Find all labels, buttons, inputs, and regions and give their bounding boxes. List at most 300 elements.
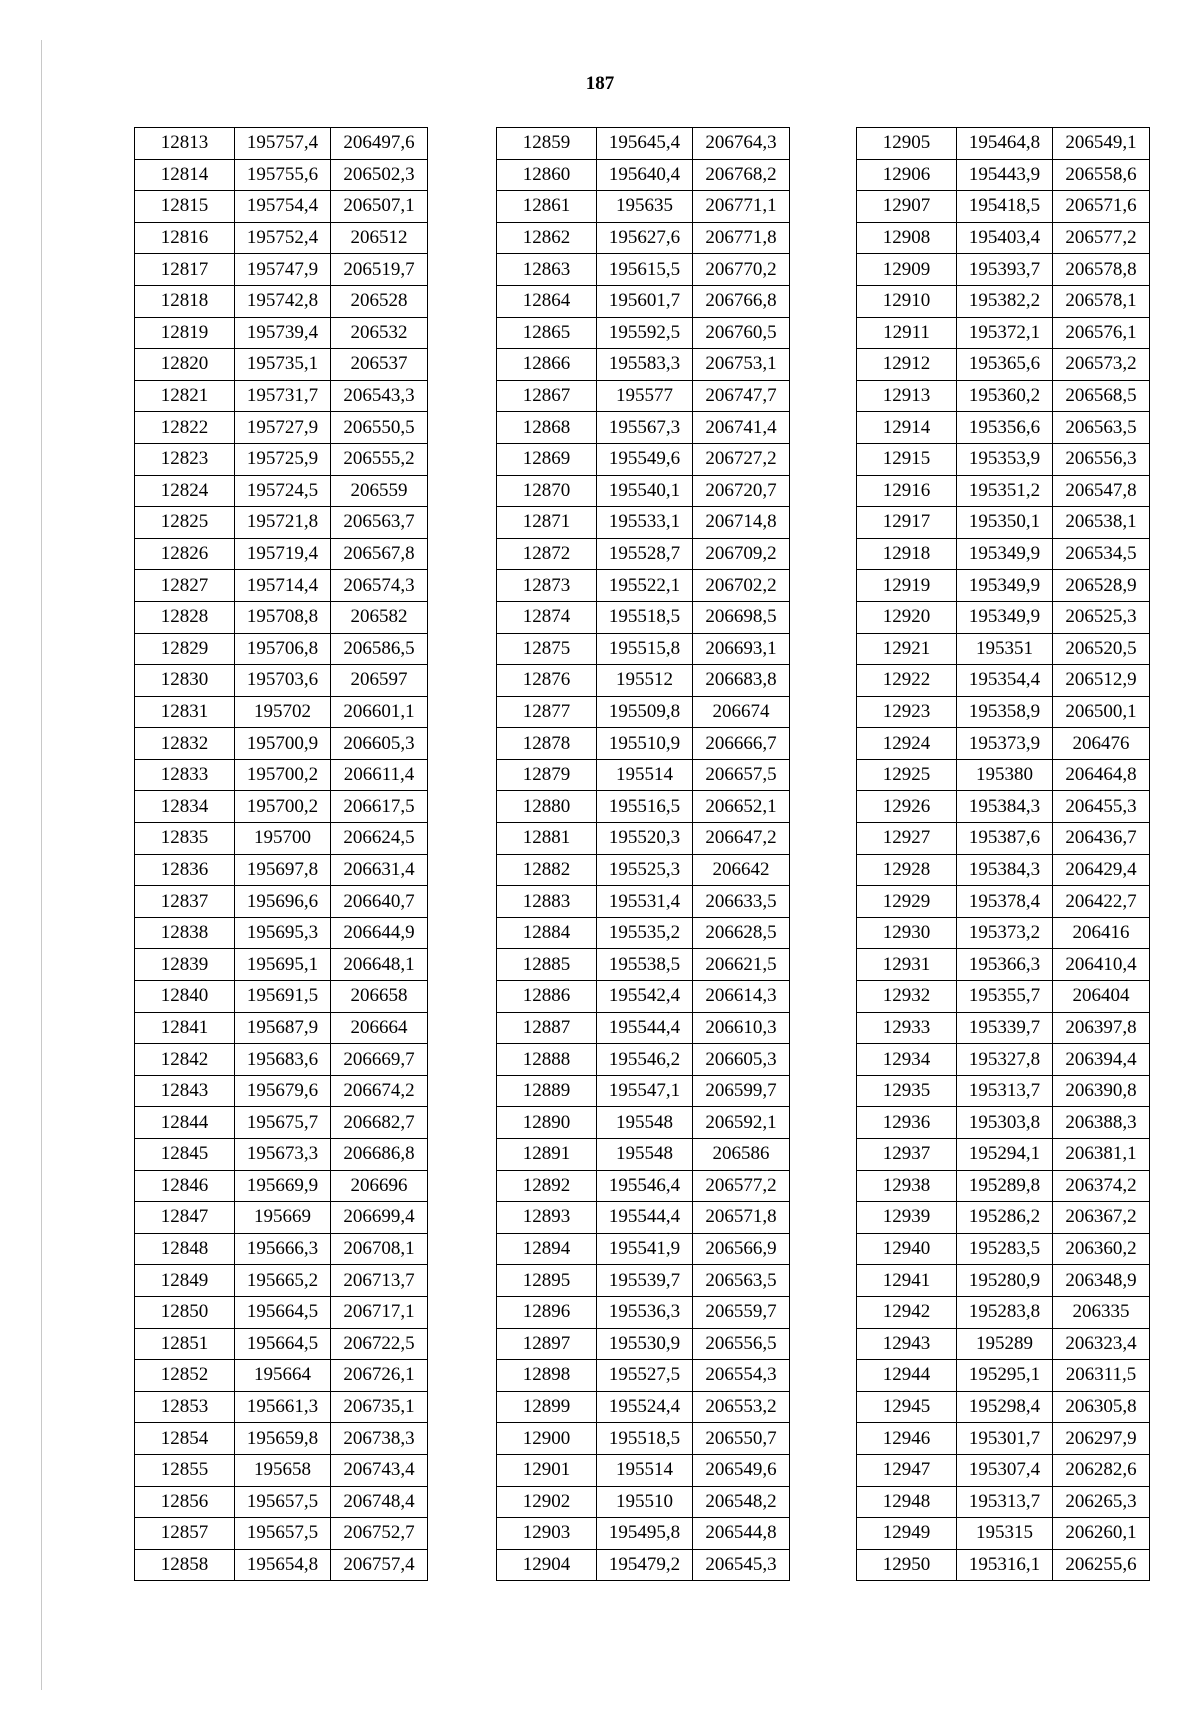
x-coordinate-cell: 195721,8 xyxy=(235,507,331,539)
point-number-cell: 12845 xyxy=(135,1139,235,1171)
table-row xyxy=(857,507,1150,539)
table-row xyxy=(135,1170,428,1202)
x-coordinate-cell: 195365,6 xyxy=(957,349,1053,381)
x-coordinate-cell: 195286,2 xyxy=(957,1202,1053,1234)
point-number-cell: 12842 xyxy=(135,1044,235,1076)
y-coordinate-cell: 206567,8 xyxy=(331,538,428,570)
point-number-cell: 12817 xyxy=(135,254,235,286)
point-number-cell: 12863 xyxy=(497,254,597,286)
table-row xyxy=(497,1518,790,1550)
y-coordinate-cell: 206390,8 xyxy=(1053,1075,1150,1107)
table-row xyxy=(135,1454,428,1486)
point-number-cell: 12841 xyxy=(135,1012,235,1044)
point-number-cell: 12867 xyxy=(497,380,597,412)
table-row xyxy=(857,696,1150,728)
y-coordinate-cell: 206559,7 xyxy=(693,1296,790,1328)
y-coordinate-cell: 206770,2 xyxy=(693,254,790,286)
y-coordinate-cell: 206360,2 xyxy=(1053,1233,1150,1265)
table-row xyxy=(497,222,790,254)
point-number-cell: 12917 xyxy=(857,507,957,539)
point-number-cell: 12895 xyxy=(497,1265,597,1297)
table-row xyxy=(497,159,790,191)
y-coordinate-cell: 206614,3 xyxy=(693,981,790,1013)
point-number-cell: 12830 xyxy=(135,665,235,697)
x-coordinate-cell: 195635 xyxy=(597,191,693,223)
y-coordinate-cell: 206563,5 xyxy=(693,1265,790,1297)
point-number-cell: 12940 xyxy=(857,1233,957,1265)
point-number-cell: 12885 xyxy=(497,949,597,981)
point-number-cell: 12902 xyxy=(497,1486,597,1518)
point-number-cell: 12897 xyxy=(497,1328,597,1360)
y-coordinate-cell: 206658 xyxy=(331,981,428,1013)
coordinate-table-1 xyxy=(134,127,428,1581)
x-coordinate-cell: 195702 xyxy=(235,696,331,728)
y-coordinate-cell: 206726,1 xyxy=(331,1360,428,1392)
x-coordinate-cell: 195514 xyxy=(597,759,693,791)
x-coordinate-cell: 195301,7 xyxy=(957,1423,1053,1455)
table-row xyxy=(497,633,790,665)
point-number-cell: 12893 xyxy=(497,1202,597,1234)
x-coordinate-cell: 195303,8 xyxy=(957,1107,1053,1139)
table-row xyxy=(857,222,1150,254)
table-row xyxy=(857,1139,1150,1171)
y-coordinate-cell: 206696 xyxy=(331,1170,428,1202)
x-coordinate-cell: 195700,2 xyxy=(235,759,331,791)
table-row xyxy=(497,791,790,823)
y-coordinate-cell: 206647,2 xyxy=(693,823,790,855)
y-coordinate-cell: 206766,8 xyxy=(693,285,790,317)
point-number-cell: 12889 xyxy=(497,1075,597,1107)
y-coordinate-cell: 206771,1 xyxy=(693,191,790,223)
y-coordinate-cell: 206547,8 xyxy=(1053,475,1150,507)
table-row xyxy=(497,128,790,160)
point-number-cell: 12857 xyxy=(135,1518,235,1550)
table-row xyxy=(497,1202,790,1234)
x-coordinate-cell: 195542,4 xyxy=(597,981,693,1013)
point-number-cell: 12835 xyxy=(135,823,235,855)
table-row xyxy=(497,1265,790,1297)
y-coordinate-cell: 206335 xyxy=(1053,1296,1150,1328)
table-row xyxy=(135,1486,428,1518)
y-coordinate-cell: 206497,6 xyxy=(331,128,428,160)
table-row xyxy=(135,128,428,160)
table-row xyxy=(135,1107,428,1139)
point-number-cell: 12815 xyxy=(135,191,235,223)
point-number-cell: 12939 xyxy=(857,1202,957,1234)
point-number-cell: 12813 xyxy=(135,128,235,160)
x-coordinate-cell: 195659,8 xyxy=(235,1423,331,1455)
table-row xyxy=(857,1549,1150,1581)
point-number-cell: 12869 xyxy=(497,443,597,475)
point-number-cell: 12851 xyxy=(135,1328,235,1360)
table-row xyxy=(135,1075,428,1107)
table-row xyxy=(497,412,790,444)
point-number-cell: 12864 xyxy=(497,285,597,317)
point-number-cell: 12913 xyxy=(857,380,957,412)
x-coordinate-cell: 195509,8 xyxy=(597,696,693,728)
table-row xyxy=(135,1202,428,1234)
point-number-cell: 12928 xyxy=(857,854,957,886)
x-coordinate-cell: 195546,4 xyxy=(597,1170,693,1202)
y-coordinate-cell: 206367,2 xyxy=(1053,1202,1150,1234)
table-row xyxy=(857,128,1150,160)
table-row xyxy=(497,1012,790,1044)
x-coordinate-cell: 195627,6 xyxy=(597,222,693,254)
x-coordinate-cell: 195661,3 xyxy=(235,1391,331,1423)
y-coordinate-cell: 206717,1 xyxy=(331,1296,428,1328)
x-coordinate-cell: 195351 xyxy=(957,633,1053,665)
x-coordinate-cell: 195708,8 xyxy=(235,601,331,633)
table-row xyxy=(857,1265,1150,1297)
point-number-cell: 12935 xyxy=(857,1075,957,1107)
point-number-cell: 12837 xyxy=(135,886,235,918)
table-row xyxy=(497,981,790,1013)
table-row xyxy=(857,443,1150,475)
point-number-cell: 12871 xyxy=(497,507,597,539)
point-number-cell: 12944 xyxy=(857,1360,957,1392)
table-row xyxy=(135,791,428,823)
x-coordinate-cell: 195695,3 xyxy=(235,917,331,949)
table-row xyxy=(497,1328,790,1360)
x-coordinate-cell: 195366,3 xyxy=(957,949,1053,981)
point-number-cell: 12862 xyxy=(497,222,597,254)
y-coordinate-cell: 206260,1 xyxy=(1053,1518,1150,1550)
point-number-cell: 12924 xyxy=(857,728,957,760)
x-coordinate-cell: 195697,8 xyxy=(235,854,331,886)
y-coordinate-cell: 206538,1 xyxy=(1053,507,1150,539)
y-coordinate-cell: 206500,1 xyxy=(1053,696,1150,728)
table-row xyxy=(857,1360,1150,1392)
y-coordinate-cell: 206574,3 xyxy=(331,570,428,602)
table-row xyxy=(857,1107,1150,1139)
table-row xyxy=(857,191,1150,223)
table-row xyxy=(135,254,428,286)
point-number-cell: 12923 xyxy=(857,696,957,728)
point-number-cell: 12900 xyxy=(497,1423,597,1455)
y-coordinate-cell: 206528,9 xyxy=(1053,570,1150,602)
x-coordinate-cell: 195544,4 xyxy=(597,1012,693,1044)
point-number-cell: 12855 xyxy=(135,1454,235,1486)
point-number-cell: 12832 xyxy=(135,728,235,760)
y-coordinate-cell: 206549,1 xyxy=(1053,128,1150,160)
table-row xyxy=(135,1296,428,1328)
point-number-cell: 12883 xyxy=(497,886,597,918)
table-row xyxy=(497,1044,790,1076)
y-coordinate-cell: 206436,7 xyxy=(1053,823,1150,855)
x-coordinate-cell: 195755,6 xyxy=(235,159,331,191)
x-coordinate-cell: 195315 xyxy=(957,1518,1053,1550)
table-row xyxy=(857,1296,1150,1328)
x-coordinate-cell: 195700,2 xyxy=(235,791,331,823)
table-row xyxy=(497,1296,790,1328)
y-coordinate-cell: 206753,1 xyxy=(693,349,790,381)
table-row xyxy=(497,191,790,223)
point-number-cell: 12932 xyxy=(857,981,957,1013)
x-coordinate-cell: 195283,8 xyxy=(957,1296,1053,1328)
y-coordinate-cell: 206578,1 xyxy=(1053,285,1150,317)
y-coordinate-cell: 206738,3 xyxy=(331,1423,428,1455)
table-row xyxy=(857,601,1150,633)
table-row xyxy=(857,538,1150,570)
table-row xyxy=(135,886,428,918)
y-coordinate-cell: 206727,2 xyxy=(693,443,790,475)
y-coordinate-cell: 206741,4 xyxy=(693,412,790,444)
y-coordinate-cell: 206577,2 xyxy=(693,1170,790,1202)
y-coordinate-cell: 206652,1 xyxy=(693,791,790,823)
y-coordinate-cell: 206648,1 xyxy=(331,949,428,981)
table-row xyxy=(497,507,790,539)
x-coordinate-cell: 195538,5 xyxy=(597,949,693,981)
x-coordinate-cell: 195393,7 xyxy=(957,254,1053,286)
point-number-cell: 12846 xyxy=(135,1170,235,1202)
page-number: 187 xyxy=(585,73,615,94)
x-coordinate-cell: 195695,1 xyxy=(235,949,331,981)
table-row xyxy=(135,317,428,349)
x-coordinate-cell: 195719,4 xyxy=(235,538,331,570)
x-coordinate-cell: 195657,5 xyxy=(235,1486,331,1518)
x-coordinate-cell: 195683,6 xyxy=(235,1044,331,1076)
x-coordinate-cell: 195294,1 xyxy=(957,1139,1053,1171)
x-coordinate-cell: 195418,5 xyxy=(957,191,1053,223)
x-coordinate-cell: 195495,8 xyxy=(597,1518,693,1550)
y-coordinate-cell: 206502,3 xyxy=(331,159,428,191)
point-number-cell: 12915 xyxy=(857,443,957,475)
y-coordinate-cell: 206644,9 xyxy=(331,917,428,949)
y-coordinate-cell: 206416 xyxy=(1053,917,1150,949)
point-number-cell: 12860 xyxy=(497,159,597,191)
table-row xyxy=(135,507,428,539)
table-row xyxy=(857,380,1150,412)
x-coordinate-cell: 195673,3 xyxy=(235,1139,331,1171)
x-coordinate-cell: 195665,2 xyxy=(235,1265,331,1297)
x-coordinate-cell: 195691,5 xyxy=(235,981,331,1013)
x-coordinate-cell: 195373,9 xyxy=(957,728,1053,760)
point-number-cell: 12877 xyxy=(497,696,597,728)
x-coordinate-cell: 195298,4 xyxy=(957,1391,1053,1423)
y-coordinate-cell: 206686,8 xyxy=(331,1139,428,1171)
y-coordinate-cell: 206748,4 xyxy=(331,1486,428,1518)
point-number-cell: 12822 xyxy=(135,412,235,444)
y-coordinate-cell: 206747,7 xyxy=(693,380,790,412)
y-coordinate-cell: 206709,2 xyxy=(693,538,790,570)
point-number-cell: 12880 xyxy=(497,791,597,823)
x-coordinate-cell: 195382,2 xyxy=(957,285,1053,317)
y-coordinate-cell: 206282,6 xyxy=(1053,1454,1150,1486)
y-coordinate-cell: 206699,4 xyxy=(331,1202,428,1234)
x-coordinate-cell: 195360,2 xyxy=(957,380,1053,412)
point-number-cell: 12911 xyxy=(857,317,957,349)
x-coordinate-cell: 195514 xyxy=(597,1454,693,1486)
table-row xyxy=(857,759,1150,791)
x-coordinate-cell: 195592,5 xyxy=(597,317,693,349)
x-coordinate-cell: 195384,3 xyxy=(957,791,1053,823)
point-number-cell: 12926 xyxy=(857,791,957,823)
x-coordinate-cell: 195510,9 xyxy=(597,728,693,760)
x-coordinate-cell: 195515,8 xyxy=(597,633,693,665)
y-coordinate-cell: 206323,4 xyxy=(1053,1328,1150,1360)
x-coordinate-cell: 195533,1 xyxy=(597,507,693,539)
y-coordinate-cell: 206771,8 xyxy=(693,222,790,254)
y-coordinate-cell: 206512 xyxy=(331,222,428,254)
point-number-cell: 12844 xyxy=(135,1107,235,1139)
x-coordinate-cell: 195703,6 xyxy=(235,665,331,697)
x-coordinate-cell: 195724,5 xyxy=(235,475,331,507)
y-coordinate-cell: 206545,3 xyxy=(693,1549,790,1581)
point-number-cell: 12868 xyxy=(497,412,597,444)
y-coordinate-cell: 206599,7 xyxy=(693,1075,790,1107)
x-coordinate-cell: 195403,4 xyxy=(957,222,1053,254)
point-number-cell: 12861 xyxy=(497,191,597,223)
y-coordinate-cell: 206674,2 xyxy=(331,1075,428,1107)
x-coordinate-cell: 195353,9 xyxy=(957,443,1053,475)
x-coordinate-cell: 195349,9 xyxy=(957,601,1053,633)
point-number-cell: 12829 xyxy=(135,633,235,665)
x-coordinate-cell: 195464,8 xyxy=(957,128,1053,160)
table-row xyxy=(135,1044,428,1076)
y-coordinate-cell: 206563,5 xyxy=(1053,412,1150,444)
y-coordinate-cell: 206640,7 xyxy=(331,886,428,918)
point-number-cell: 12888 xyxy=(497,1044,597,1076)
x-coordinate-cell: 195531,4 xyxy=(597,886,693,918)
table-row xyxy=(497,1107,790,1139)
y-coordinate-cell: 206568,5 xyxy=(1053,380,1150,412)
table-row xyxy=(497,1139,790,1171)
x-coordinate-cell: 195567,3 xyxy=(597,412,693,444)
table-row xyxy=(135,759,428,791)
x-coordinate-cell: 195549,6 xyxy=(597,443,693,475)
y-coordinate-cell: 206556,5 xyxy=(693,1328,790,1360)
point-number-cell: 12891 xyxy=(497,1139,597,1171)
point-number-cell: 12906 xyxy=(857,159,957,191)
point-number-cell: 12820 xyxy=(135,349,235,381)
point-number-cell: 12874 xyxy=(497,601,597,633)
table-row xyxy=(135,349,428,381)
y-coordinate-cell: 206582 xyxy=(331,601,428,633)
table-row xyxy=(857,1170,1150,1202)
table-row xyxy=(135,854,428,886)
table-row xyxy=(857,1391,1150,1423)
x-coordinate-cell: 195351,2 xyxy=(957,475,1053,507)
point-number-cell: 12916 xyxy=(857,475,957,507)
x-coordinate-cell: 195669 xyxy=(235,1202,331,1234)
table-row xyxy=(135,412,428,444)
table-row xyxy=(857,633,1150,665)
table-row xyxy=(857,1012,1150,1044)
table-row xyxy=(497,696,790,728)
y-coordinate-cell: 206476 xyxy=(1053,728,1150,760)
x-coordinate-cell: 195675,7 xyxy=(235,1107,331,1139)
x-coordinate-cell: 195313,7 xyxy=(957,1075,1053,1107)
y-coordinate-cell: 206605,3 xyxy=(693,1044,790,1076)
x-coordinate-cell: 195664,5 xyxy=(235,1296,331,1328)
y-coordinate-cell: 206464,8 xyxy=(1053,759,1150,791)
y-coordinate-cell: 206735,1 xyxy=(331,1391,428,1423)
y-coordinate-cell: 206757,4 xyxy=(331,1549,428,1581)
x-coordinate-cell: 195546,2 xyxy=(597,1044,693,1076)
x-coordinate-cell: 195742,8 xyxy=(235,285,331,317)
x-coordinate-cell: 195378,4 xyxy=(957,886,1053,918)
y-coordinate-cell: 206571,6 xyxy=(1053,191,1150,223)
point-number-cell: 12929 xyxy=(857,886,957,918)
table-row xyxy=(857,665,1150,697)
point-number-cell: 12852 xyxy=(135,1360,235,1392)
table-row xyxy=(135,222,428,254)
y-coordinate-cell: 206534,5 xyxy=(1053,538,1150,570)
x-coordinate-cell: 195548 xyxy=(597,1107,693,1139)
x-coordinate-cell: 195313,7 xyxy=(957,1486,1053,1518)
x-coordinate-cell: 195373,2 xyxy=(957,917,1053,949)
point-number-cell: 12821 xyxy=(135,380,235,412)
y-coordinate-cell: 206586,5 xyxy=(331,633,428,665)
table-row xyxy=(497,854,790,886)
y-coordinate-cell: 206624,5 xyxy=(331,823,428,855)
point-number-cell: 12843 xyxy=(135,1075,235,1107)
y-coordinate-cell: 206563,7 xyxy=(331,507,428,539)
point-number-cell: 12878 xyxy=(497,728,597,760)
y-coordinate-cell: 206297,9 xyxy=(1053,1423,1150,1455)
y-coordinate-cell: 206265,3 xyxy=(1053,1486,1150,1518)
point-number-cell: 12823 xyxy=(135,443,235,475)
point-number-cell: 12816 xyxy=(135,222,235,254)
point-number-cell: 12909 xyxy=(857,254,957,286)
point-number-cell: 12901 xyxy=(497,1454,597,1486)
x-coordinate-cell: 195696,6 xyxy=(235,886,331,918)
y-coordinate-cell: 206642 xyxy=(693,854,790,886)
x-coordinate-cell: 195754,4 xyxy=(235,191,331,223)
y-coordinate-cell: 206657,5 xyxy=(693,759,790,791)
table-row xyxy=(135,1360,428,1392)
x-coordinate-cell: 195577 xyxy=(597,380,693,412)
y-coordinate-cell: 206664 xyxy=(331,1012,428,1044)
table-row xyxy=(135,633,428,665)
table-row xyxy=(497,1549,790,1581)
y-coordinate-cell: 206683,8 xyxy=(693,665,790,697)
x-coordinate-cell: 195654,8 xyxy=(235,1549,331,1581)
point-number-cell: 12850 xyxy=(135,1296,235,1328)
y-coordinate-cell: 206543,3 xyxy=(331,380,428,412)
point-number-cell: 12859 xyxy=(497,128,597,160)
table-row xyxy=(497,443,790,475)
point-number-cell: 12914 xyxy=(857,412,957,444)
table-row xyxy=(857,823,1150,855)
y-coordinate-cell: 206628,5 xyxy=(693,917,790,949)
x-coordinate-cell: 195541,9 xyxy=(597,1233,693,1265)
x-coordinate-cell: 195700,9 xyxy=(235,728,331,760)
x-coordinate-cell: 195544,4 xyxy=(597,1202,693,1234)
y-coordinate-cell: 206554,3 xyxy=(693,1360,790,1392)
y-coordinate-cell: 206610,3 xyxy=(693,1012,790,1044)
table-row xyxy=(857,1423,1150,1455)
table-row xyxy=(497,317,790,349)
x-coordinate-cell: 195658 xyxy=(235,1454,331,1486)
table-row xyxy=(497,285,790,317)
x-coordinate-cell: 195349,9 xyxy=(957,570,1053,602)
table-row xyxy=(497,1391,790,1423)
x-coordinate-cell: 195289 xyxy=(957,1328,1053,1360)
point-number-cell: 12826 xyxy=(135,538,235,570)
x-coordinate-cell: 195387,6 xyxy=(957,823,1053,855)
table-row xyxy=(497,254,790,286)
x-coordinate-cell: 195339,7 xyxy=(957,1012,1053,1044)
point-number-cell: 12853 xyxy=(135,1391,235,1423)
x-coordinate-cell: 195669,9 xyxy=(235,1170,331,1202)
y-coordinate-cell: 206760,5 xyxy=(693,317,790,349)
x-coordinate-cell: 195280,9 xyxy=(957,1265,1053,1297)
table-row xyxy=(857,854,1150,886)
table-row xyxy=(497,728,790,760)
point-number-cell: 12884 xyxy=(497,917,597,949)
point-number-cell: 12942 xyxy=(857,1296,957,1328)
